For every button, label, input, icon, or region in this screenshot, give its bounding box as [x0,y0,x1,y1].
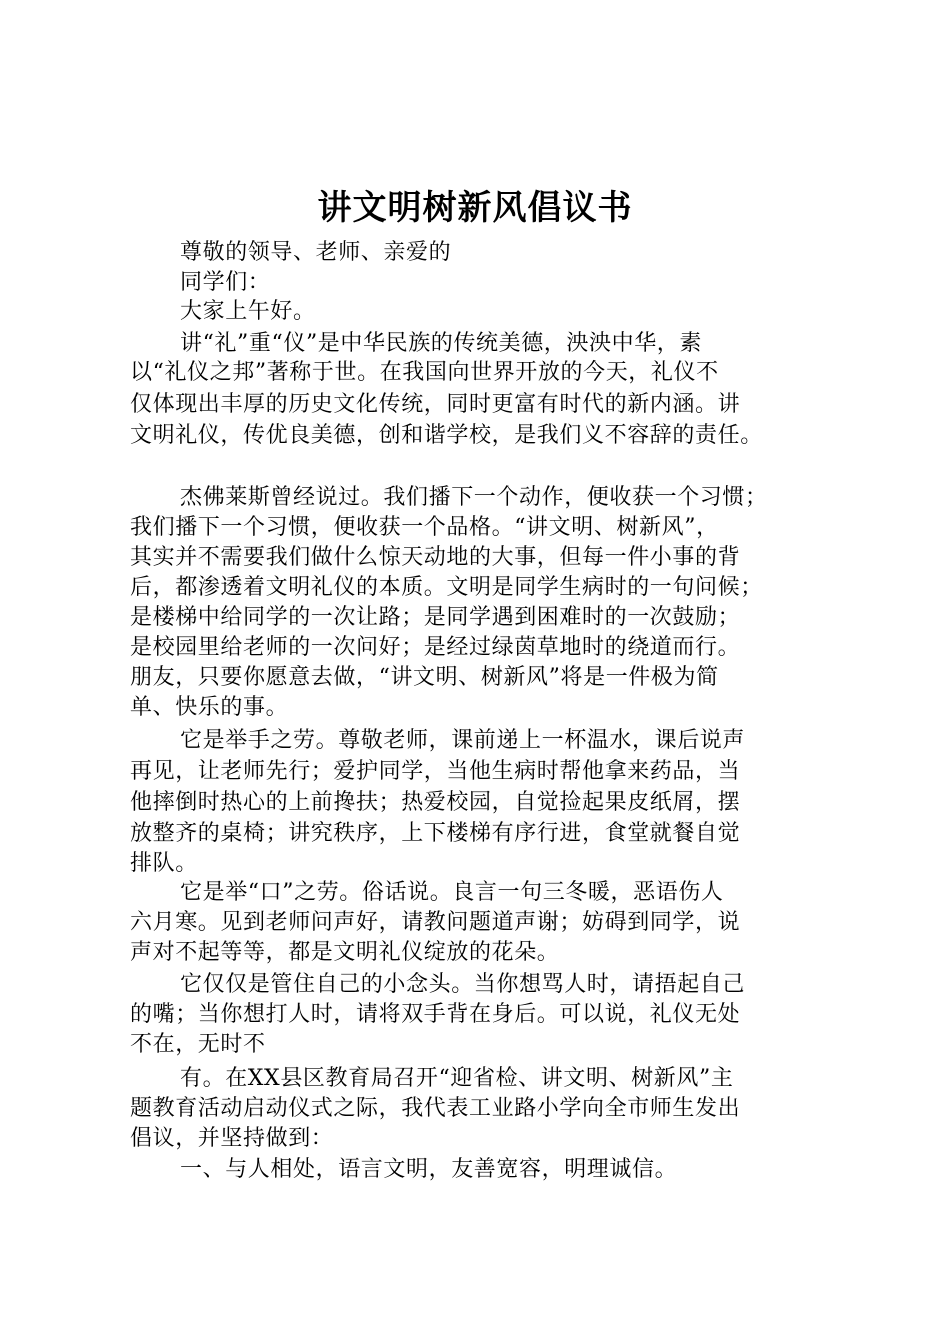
paragraph-2-line-1: 杰佛莱斯曾经说过。我们播下一个动作，便收获一个习惯； [180,485,768,510]
paragraph-5-line-2: 的嘴；当你想打人时，请将双手背在身后。可以说，礼仪无处 [130,1002,741,1027]
paragraph-1-line-3: 仅体现出丰厚的历史文化传统，同时更富有时代的新内涵。讲 [130,392,741,417]
paragraph-1-line-1: 讲“礼”重“仪”是中华民族的传统美德，泱泱中华，素 [180,331,702,356]
paragraph-2-line-4: 后，都渗透着文明礼仪的本质。文明是同学生病时的一句问候； [130,575,763,600]
paragraph-2-line-5: 是楼梯中给同学的一次让路；是同学遇到困难时的一次鼓励； [130,605,741,630]
document-title: 讲文明树新风倡议书 [317,188,633,228]
paragraph-5-line-3: 不在，无时不 [130,1032,266,1057]
paragraph-1-line-2: 以“礼仪之邦”著称于世。在我国向世界开放的今天，礼仪不 [130,360,719,385]
paragraph-6-line-3: 倡议，并坚持做到： [130,1126,334,1151]
paragraph-4-line-2: 六月寒。见到老师问声好，请教问题道声谢；妨碍到同学，说 [130,910,741,935]
paragraph-3-line-5: 排队。 [130,851,198,876]
paragraph-2-line-7: 朋友，只要你愿意去做，“讲文明、树新风”将是一件极为简 [130,665,719,690]
paragraph-2-line-3: 其实并不需要我们做什么惊天动地的大事，但每一件小事的背 [130,545,741,570]
paragraph-4-line-3: 声对不起等等，都是文明礼仪绽放的花朵。 [130,940,560,965]
paragraph-3-line-1: 它是举手之劳。尊敬老师，课前递上一杯温水，课后说声 [180,728,746,753]
paragraph-3-line-2: 再见，让老师先行；爱护同学，当他生病时帮他拿来药品，当 [130,759,741,784]
paragraph-2-line-2: 我们播下一个习惯，便收获一个品格。“讲文明、树新风”， [130,515,719,540]
proposal-item-1: 一、与人相处，语言文明，友善宽容，明理诚信。 [180,1157,678,1182]
paragraph-2-line-8: 单、快乐的事。 [130,695,289,720]
paragraph-6-line-2: 题教育活动启动仪式之际，我代表工业路小学向全市师生发出 [130,1096,741,1121]
paragraph-5-line-1: 它仅仅是管住自己的小念头。当你想骂人时，请捂起自己 [180,972,746,997]
paragraph-2-line-6: 是校园里给老师的一次问好；是经过绿茵草地时的绕道而行。 [130,635,741,660]
greeting-line: 大家上午好。 [180,299,316,324]
paragraph-4-line-1: 它是举“口”之劳。俗话说。良言一句三冬暖，恶语伤人 [180,880,724,905]
paragraph-6-line-1: 有。在XX县区教育局召开“迎省检、讲文明、树新风”主 [180,1066,734,1091]
paragraph-3-line-3: 他摔倒时热心的上前搀扶；热爱校园，自觉捡起果皮纸屑，摆 [130,790,741,815]
salutation-line-2: 同学们： [180,270,271,295]
paragraph-3-line-4: 放整齐的桌椅；讲究秩序，上下楼梯有序行进，食堂就餐自觉 [130,821,741,846]
paragraph-1-line-4: 文明礼仪，传优良美德，创和谐学校，是我们义不容辞的责任。 [130,423,763,448]
salutation-line-1: 尊敬的领导、老师、亲爱的 [180,240,452,265]
